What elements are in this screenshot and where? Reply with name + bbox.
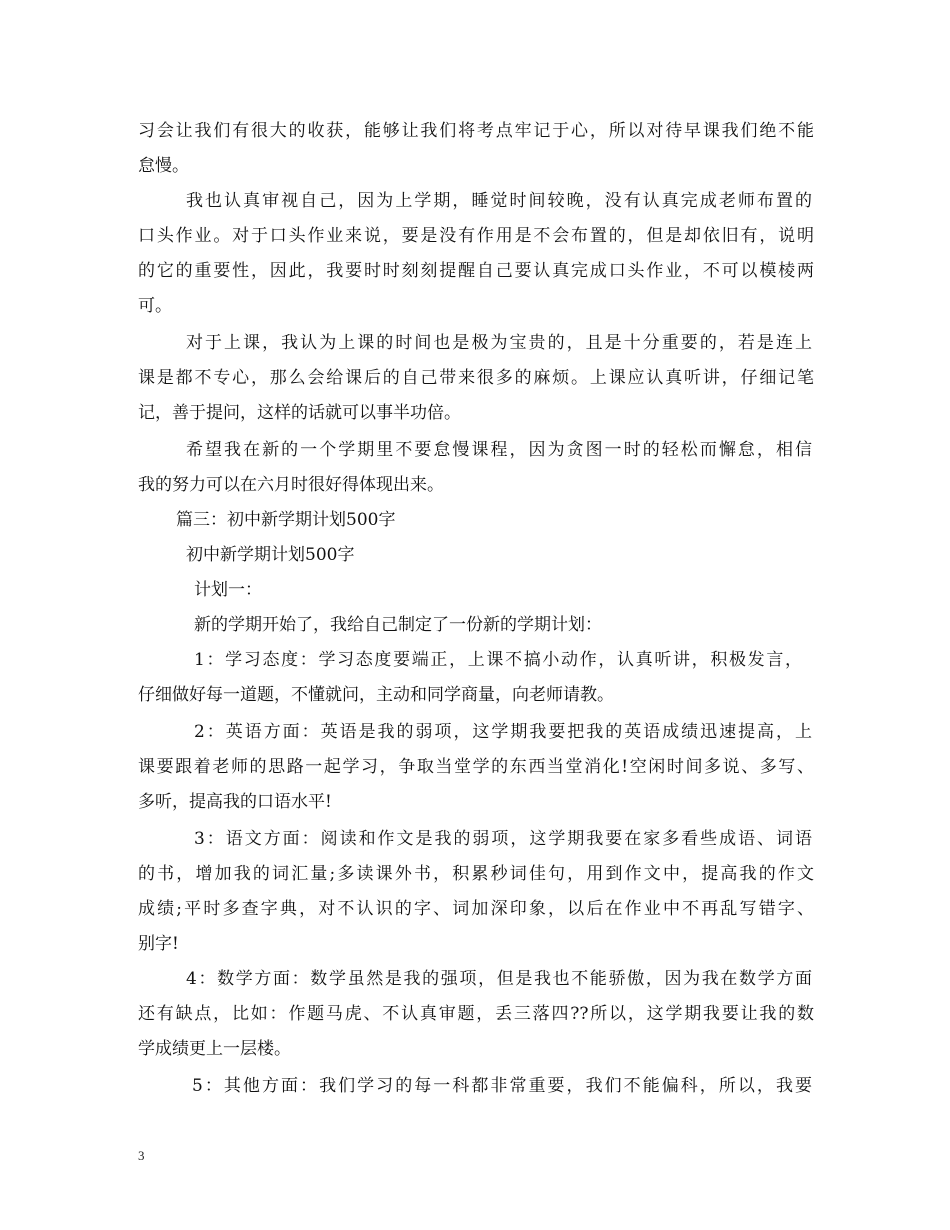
text-line: 怠慢。 [138, 156, 189, 176]
text-line: 新的学期开始了，我给自己制定了一份新的学期计划： [194, 615, 602, 635]
text-line: 4：数学方面：数学虽然是我的强项，但是我也不能骄傲，因为我在数学方面 [186, 969, 812, 989]
text-line: 5：其他方面：我们学习的每一科都非常重要，我们不能偏科，所以，我要 [192, 1076, 812, 1096]
text-line: 口头作业。对于口头作业来说，要是没有作用是不会布置的，但是却依旧有，说明 [138, 226, 814, 246]
text-line: 3：语文方面：阅读和作文是我的弱项，这学期我要在家多看些成语、词语 [194, 829, 812, 849]
page-number: 3 [138, 1148, 145, 1163]
text-line: 仔细做好每一道题，不懂就问，主动和同学商量，向老师请教。 [138, 685, 614, 705]
text-line: 课要跟着老师的思路一起学习，争取当堂学的东西当堂消化!空闲时间多说、多写、 [138, 757, 814, 777]
text-line: 可。 [138, 296, 172, 316]
text-line: 的书，增加我的词汇量;多读课外书，积累秒词佳句，用到作文中，提高我的作文 [138, 864, 814, 884]
text-line: 学成绩更上一层楼。 [138, 1039, 291, 1059]
plan-label: 计划一： [194, 580, 262, 600]
section-heading: 篇三：初中新学期计划500字 [176, 510, 396, 530]
text-line: 1：学习态度：学习态度要端正，上课不搞小动作，认真听讲，积极发言， [194, 650, 802, 670]
text-line: 记，善于提问，这样的话就可以事半功倍。 [138, 403, 461, 423]
text-line: 成绩;平时多查字典，对不认识的字、词加深印象，以后在作业中不再乱写错字、 [138, 899, 814, 919]
text-line: 希望我在新的一个学期里不要怠慢课程，因为贪图一时的轻松而懈怠，相信 [186, 440, 812, 460]
text-line: 习会让我们有很大的收获，能够让我们将考点牢记于心，所以对待早课我们绝不能 [138, 121, 814, 141]
text-line: 多听，提高我的口语水平! [138, 792, 332, 812]
text-line: 对于上课，我认为上课的时间也是极为宝贵的，且是十分重要的，若是连上 [186, 333, 812, 353]
article-title: 初中新学期计划500字 [186, 545, 355, 565]
text-line: 我也认真审视自己，因为上学期，睡觉时间较晚，没有认真完成老师布置的 [186, 191, 812, 211]
text-line: 课是都不专心，那么会给课后的自己带来很多的麻烦。上课应认真听讲，仔细记笔 [138, 368, 814, 388]
text-line: 别字! [138, 934, 179, 954]
text-line: 还有缺点，比如：作题马虎、不认真审题，丢三落四??所以，这学期我要让我的数 [138, 1004, 814, 1024]
text-line: 2：英语方面：英语是我的弱项，这学期我要把我的英语成绩迅速提高，上 [194, 722, 812, 742]
text-line: 的它的重要性，因此，我要时时刻刻提醒自己要认真完成口头作业，不可以模棱两 [138, 261, 814, 281]
text-line: 我的努力可以在六月时很好得体现出来。 [138, 475, 444, 495]
